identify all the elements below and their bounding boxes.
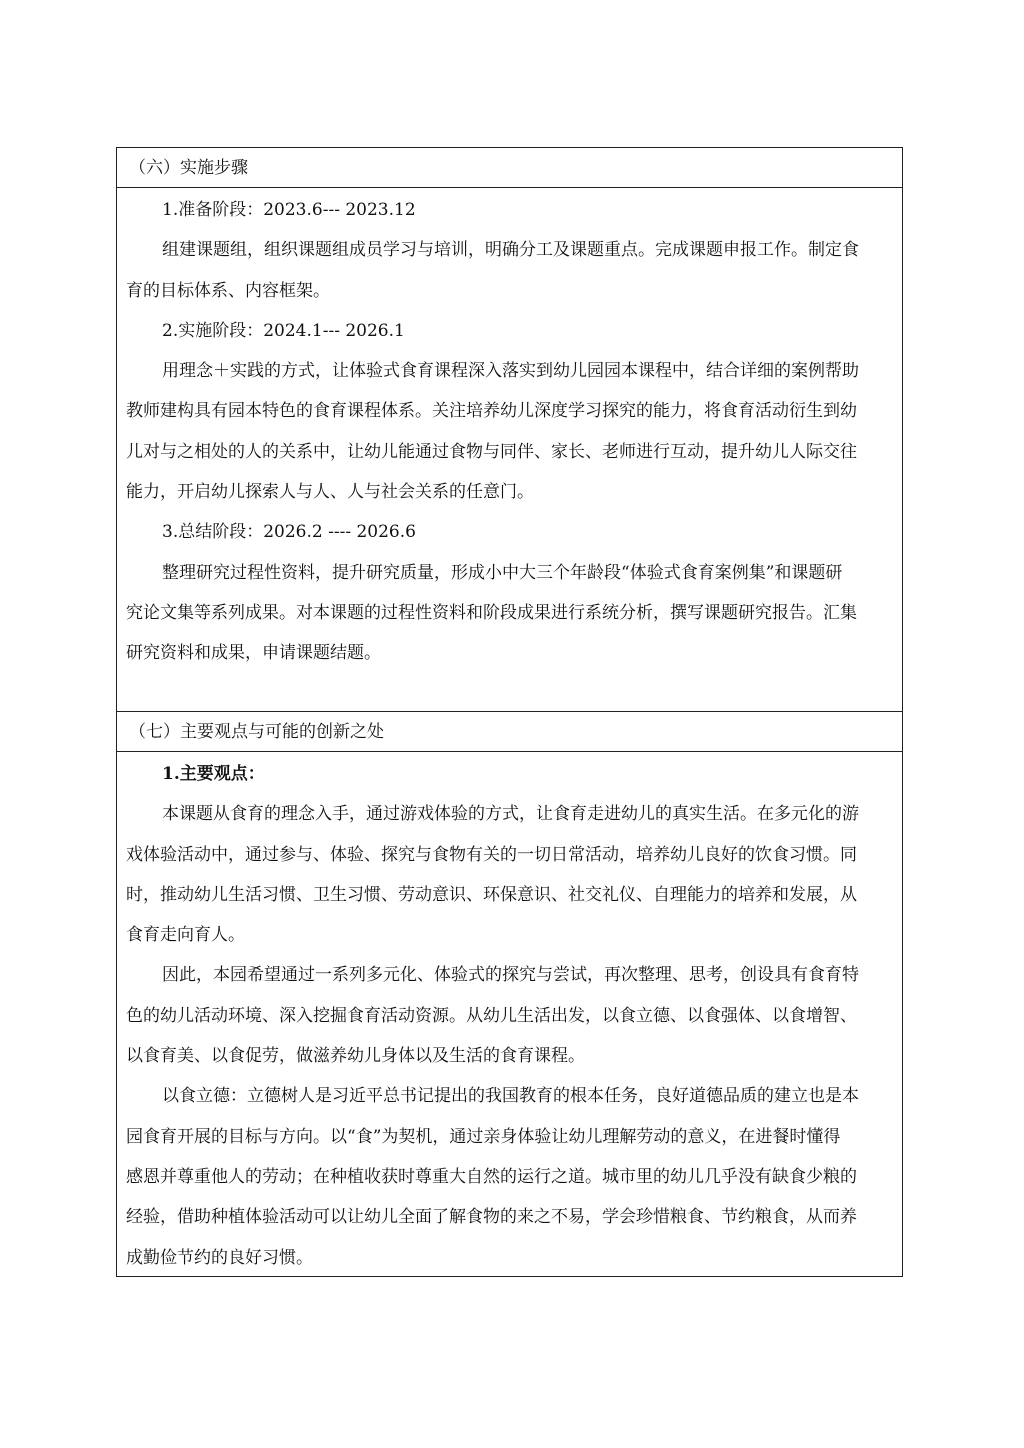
section6-paragraph-line: 2.实施阶段：2024.1--- 2026.1 [162,320,405,341]
section7-paragraph-line: 经验，借助种植体验活动可以让幼儿全面了解食物的来之不易，学会珍惜粮食、节约粮食，从而养 [126,1207,857,1228]
section6-paragraph-line: 教师建构具有园本特色的食育课程体系。关注培养幼儿深度学习探究的能力，将食育活动衍生到幼 [126,401,857,422]
section7-paragraph-line: 园食育开展的目标与方向。以“食”为契机，通过亲身体验让幼儿理解劳动的意义，在进餐时懂得 [126,1126,841,1147]
section6-paragraph-line: 组建课题组，组织课题组成员学习与培训，明确分工及课题重点。完成课题申报工作。制定食 [162,240,859,261]
section7-paragraph-line: 戏体验活动中，通过参与、体验、探究与食物有关的一切日常活动，培养幼儿良好的饮食习惯。同 [126,844,857,865]
section6-body [117,188,902,712]
section6-paragraph-line: 研究资料和成果，申请课题结题。 [126,643,381,664]
section6-paragraph-line: 儿对与之相处的人的关系中，让幼儿能通过食物与同伴、家长、老师进行互动，提升幼儿人际交往 [126,441,857,462]
section7-paragraph-line: 成勤俭节约的良好习惯。 [126,1247,313,1268]
section6-paragraph-line: 用理念＋实践的方式，让体验式食育课程深入落实到幼儿园园本课程中，结合详细的案例帮助 [162,361,859,382]
section6-paragraph-line: 究论文集等系列成果。对本课题的过程性资料和阶段成果进行系统分析，撰写课题研究报告。汇集 [126,602,857,623]
section7-paragraph-line: 因此，本园希望通过一系列多元化、体验式的探究与尝试，再次整理、思考，创设具有食育特 [162,965,859,986]
section6-paragraph-line: 3.总结阶段：2026.2 ---- 2026.6 [162,522,416,543]
section7-body [117,752,902,1276]
section7-heading: （七）主要观点与可能的创新之处 [117,712,902,752]
section6-paragraph-line: 整理研究过程性资料，提升研究质量，形成小中大三个年龄段“体验式食育案例集”和课题研 [162,562,843,583]
section6-paragraph-line: 能力，开启幼儿探索人与人、人与社会关系的任意门。 [126,482,534,503]
section7-paragraph-line: 1.主要观点： [162,764,265,784]
section7-paragraph-line: 色的幼儿活动环境、深入挖掘食育活动资源。从幼儿生活出发，以食立德、以食强体、以食增智、 [126,1005,857,1026]
section6-paragraph-line: 育的目标体系、内容框架。 [126,280,330,301]
document-table [116,147,903,1277]
section7-paragraph-line: 以食育美、以食促劳，做滋养幼儿身体以及生活的食育课程。 [126,1046,585,1067]
section6-heading: （六）实施步骤 [117,148,902,188]
section7-paragraph-line: 本课题从食育的理念入手，通过游戏体验的方式，让食育走进幼儿的真实生活。在多元化的游 [162,804,859,825]
section7-paragraph-line: 以食立德：立德树人是习近平总书记提出的我国教育的根本任务，良好道德品质的建立也是本 [162,1086,859,1107]
section6-paragraph-line: 1.准备阶段：2023.6--- 2023.12 [162,200,416,220]
section7-paragraph-line: 食育走向育人。 [126,925,245,946]
section7-paragraph-line: 时，推动幼儿生活习惯、卫生习惯、劳动意识、环保意识、社交礼仪、自理能力的培养和发展，从 [126,884,857,905]
section7-paragraph-line: 感恩并尊重他人的劳动；在种植收获时尊重大自然的运行之道。城市里的幼儿几乎没有缺食少粮的 [126,1166,857,1187]
